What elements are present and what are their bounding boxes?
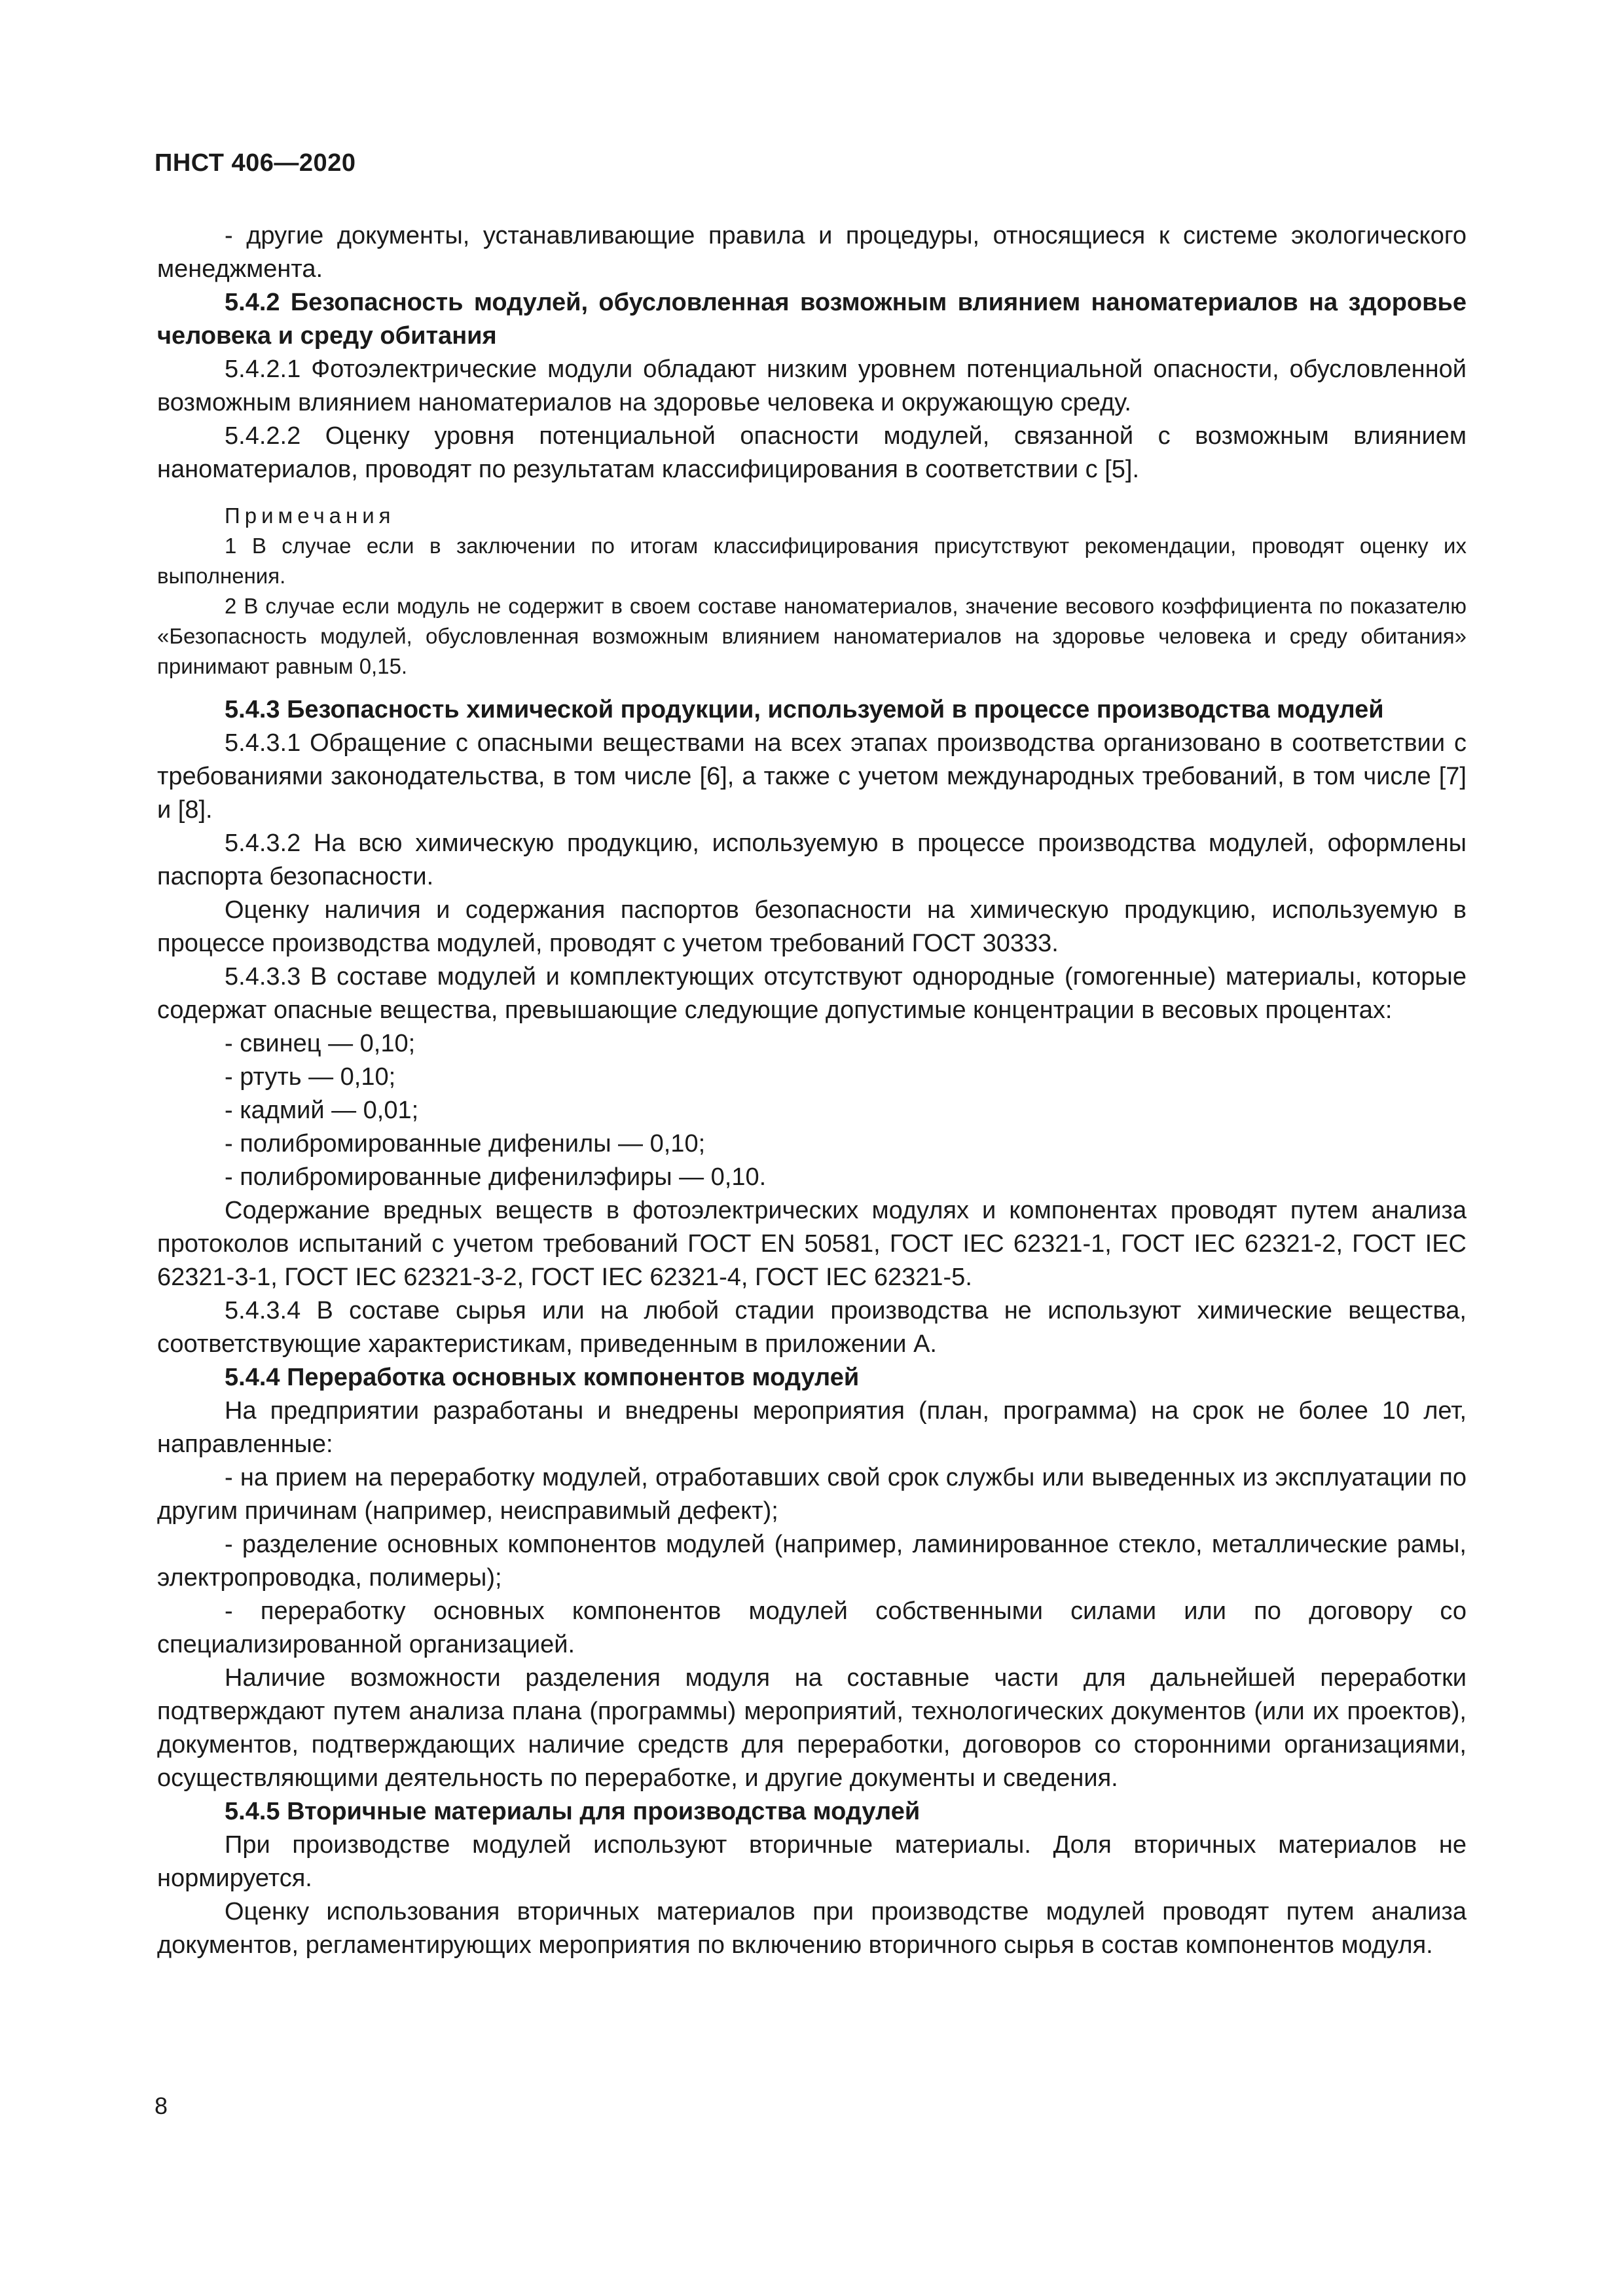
paragraph: При производстве модулей используют вторичные материалы. Доля вторичных материалов не нормируется. [157,1831,1467,1892]
paragraph: Наличие возможности разделения модуля на составные части для дальнейшей переработки подтверждают путем анализа плана (программы) мероприятий, технологических документов (или их проектов), документов, подтверждающих наличие средств для переработки, договоров со сторонними организациями, осуществляющими деятельность по переработке, и другие документы и сведения. [157,1664,1467,1792]
paragraph: Оценку использования вторичных материалов при производстве модулей проводят путем анализа документов, регламентирующих мероприятия по включению вторичного сырья в состав компонентов модуля. [157,1898,1467,1959]
list-item: - ртуть — 0,10; [225,1063,396,1091]
list-item: - свинец — 0,10; [225,1030,416,1057]
list-item: - кадмий — 0,01; [225,1097,419,1124]
paragraph: Оценку наличия и содержания паспортов безопасности на химическую продукцию, используемую в процессе производства модулей, проводят с учетом требований ГОСТ 30333. [157,896,1467,957]
notes-title: Примечания [225,503,395,528]
section-heading-5-4-3: 5.4.3 Безопасность химической продукции, используемой в процессе производства модулей [225,696,1384,723]
section-heading-5-4-2: 5.4.2 Безопасность модулей, обусловленная возможным влиянием наноматериалов на здоровье человека и среду обитания [157,289,1467,350]
notes-block [157,501,1467,682]
paragraph: На предприятии разработаны и внедрены мероприятия (план, программа) на срок не более 10 лет, направленные: [157,1397,1467,1458]
paragraph: 5.4.3.2 На всю химическую продукцию, используемую в процессе производства модулей, оформлены паспорта безопасности. [157,829,1467,890]
paragraph: 5.4.3.4 В составе сырья или на любой стадии производства не используют химические вещества, соответствующие характеристикам, приведенным в приложении А. [157,1297,1467,1358]
list-item: - на прием на переработку модулей, отработавших свой срок службы или выведенных из эксплуатации по другим причинам (например, неисправимый дефект); [157,1464,1467,1525]
list-item: - полибромированные дифенилэфиры — 0,10. [225,1163,767,1191]
list-item: - переработку основных компонентов модулей собственными силами или по договору со специализированной организацией. [157,1597,1467,1658]
page-number: 8 [155,2092,168,2119]
paragraph: 5.4.3.1 Обращение с опасными веществами на всех этапах производства организовано в соответствии с требованиями законодательства, в том числе [6], а также с учетом международных требований, в том числе [7] и [8]. [157,729,1467,824]
list-item: - полибромированные дифенилы — 0,10; [225,1130,706,1157]
section-heading-5-4-4: 5.4.4 Переработка основных компонентов модулей [225,1364,860,1391]
list-item: - разделение основных компонентов модулей (например, ламинированное стекло, металлические рамы, электропроводка, полимеры); [157,1531,1467,1592]
document-header: ПНСТ 406—2020 [155,149,356,177]
section-heading-5-4-5: 5.4.5 Вторичные материалы для производства модулей [225,1798,921,1825]
paragraph: 5.4.2.2 Оценку уровня потенциальной опасности модулей, связанной с возможным влиянием наноматериалов, проводят по результатам классифицирования в соответствии с [5]. [157,422,1467,483]
note-item: 1 В случае если в заключении по итогам классифицирования присутствуют рекомендации, проводят оценку их выполнения. [157,534,1467,588]
paragraph: 5.4.3.3 В составе модулей и комплектующих отсутствуют однородные (гомогенные) материалы, которые содержат опасные вещества, превышающие следующие допустимые концентрации в весовых процентах: [157,963,1467,1024]
paragraph: - другие документы, устанавливающие правила и процедуры, относящиеся к системе экологического менеджмента. [157,222,1467,283]
paragraph: Содержание вредных веществ в фотоэлектрических модулях и компонентах проводят путем анализа протоколов испытаний с учетом требований ГОСТ EN 50581, ГОСТ IEC 62321-1, ГОСТ IEC 62321-2, ГОСТ IEC 62321-3-1, ГОСТ IEC 62321-3-2, ГОСТ IEC 62321-4, ГОСТ IEC 62321-5. [157,1197,1467,1291]
paragraph: 5.4.2.1 Фотоэлектрические модули обладают низким уровнем потенциальной опасности, обусловленной возможным влиянием наноматериалов на здоровье человека и окружающую среду. [157,355,1467,416]
document-body [157,219,1467,1962]
note-item: 2 В случае если модуль не содержит в своем составе наноматериалов, значение весового коэффициента по показателю «Безопасность модулей, обусловленная возможным влиянием наноматериалов на здоровье человека и среду обитания» принимают равным 0,15. [157,594,1467,678]
